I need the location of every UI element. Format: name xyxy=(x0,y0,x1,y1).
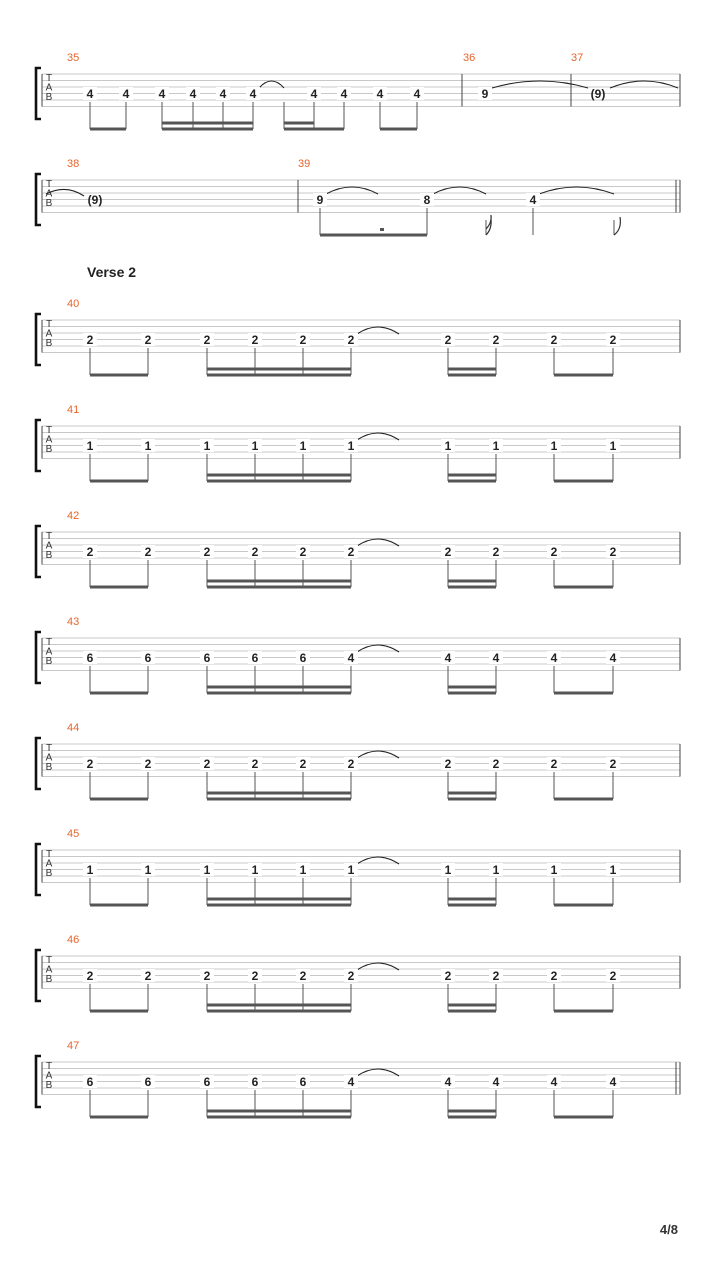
note-beam xyxy=(448,480,496,483)
measure-number: 38 xyxy=(67,158,80,170)
fret-number: 2 xyxy=(86,333,94,347)
fret-number: 6 xyxy=(251,651,259,665)
fret-number: 2 xyxy=(299,545,307,559)
fret-number: 1 xyxy=(609,439,617,453)
note-beam xyxy=(207,798,351,801)
fret-number: 2 xyxy=(144,333,152,347)
system-bracket xyxy=(36,1056,41,1107)
fret-number: 1 xyxy=(251,439,259,453)
fret-number: 2 xyxy=(144,545,152,559)
fret-number: 4 xyxy=(413,87,421,101)
tab-clef-letter: A xyxy=(45,858,53,870)
note-beam xyxy=(207,1010,351,1013)
measure-number: 36 xyxy=(463,52,476,64)
note-beam xyxy=(90,128,126,131)
fret-number: 2 xyxy=(347,757,355,771)
system-bracket xyxy=(36,738,41,789)
fret-number: 2 xyxy=(299,757,307,771)
note-beam xyxy=(90,1116,148,1119)
fret-number: 2 xyxy=(203,545,211,559)
note-beam xyxy=(448,792,496,795)
note-beam xyxy=(207,580,351,583)
fret-number: 9 xyxy=(316,193,324,207)
tab-clef-letter: A xyxy=(45,188,53,200)
note-beam xyxy=(90,692,148,695)
fret-number: 4 xyxy=(550,1075,558,1089)
fret-number: 4 xyxy=(189,87,197,101)
fret-number: 4 xyxy=(310,87,318,101)
note-beam xyxy=(207,374,351,377)
tab-clef-letter: B xyxy=(45,762,53,773)
note-beam xyxy=(380,128,417,131)
note-beam xyxy=(207,692,351,695)
fret-number: 2 xyxy=(609,757,617,771)
measure-number: 39 xyxy=(298,158,311,170)
note-beam xyxy=(90,480,148,483)
fret-number: 4 xyxy=(347,651,355,665)
note-beam xyxy=(448,374,496,377)
fret-number: 4 xyxy=(492,1075,500,1089)
fret-number: 1 xyxy=(203,863,211,877)
fret-number: 6 xyxy=(86,1075,94,1089)
fret-number: 9 xyxy=(481,87,489,101)
fret-number: 4 xyxy=(86,87,94,101)
tab-clef-letter: B xyxy=(45,198,53,209)
tab-system xyxy=(36,404,680,483)
fret-number: 1 xyxy=(550,439,558,453)
fret-number: 6 xyxy=(299,651,307,665)
fret-number: 1 xyxy=(492,863,500,877)
note-beam xyxy=(380,228,384,231)
fret-number: 2 xyxy=(609,969,617,983)
fret-number: 2 xyxy=(203,969,211,983)
tab-clef-letter: A xyxy=(45,434,53,446)
fret-number: 4 xyxy=(444,651,452,665)
tab-clef-letter: B xyxy=(45,1080,53,1091)
fret-number: 2 xyxy=(299,969,307,983)
tab-clef-letter: B xyxy=(45,444,53,455)
fret-number: 1 xyxy=(444,863,452,877)
tab-clef-letter: A xyxy=(45,1070,53,1082)
fret-number: 6 xyxy=(144,651,152,665)
measure-number: 42 xyxy=(67,510,80,522)
fret-number: 2 xyxy=(609,545,617,559)
fret-number: 1 xyxy=(492,439,500,453)
tab-system xyxy=(36,1040,680,1119)
fret-number: 4 xyxy=(529,193,537,207)
note-beam xyxy=(162,122,253,125)
note-beam xyxy=(554,480,613,483)
fret-number: 2 xyxy=(347,545,355,559)
note-beam xyxy=(207,898,351,901)
fret-number: 2 xyxy=(609,333,617,347)
fret-number: 1 xyxy=(86,439,94,453)
fret-number: 4 xyxy=(158,87,166,101)
tab-clef-letter: T xyxy=(45,1061,53,1072)
fret-number: 2 xyxy=(299,333,307,347)
tab-system xyxy=(36,934,680,1013)
fret-number: 1 xyxy=(144,863,152,877)
note-beam xyxy=(207,586,351,589)
tab-clef-letter: A xyxy=(45,752,53,764)
tab-clef-letter: B xyxy=(45,656,53,667)
note-beam xyxy=(448,1004,496,1007)
tab-clef-letter: T xyxy=(45,531,53,542)
section-label: Verse 2 xyxy=(87,264,137,280)
fret-number: 1 xyxy=(144,439,152,453)
page-number: 4/8 xyxy=(659,1222,678,1237)
fret-number: 2 xyxy=(492,757,500,771)
tab-clef-letter: T xyxy=(45,425,53,436)
note-flag xyxy=(614,217,620,235)
system-bracket xyxy=(36,174,41,225)
note-beam xyxy=(448,474,496,477)
fret-number: (9) xyxy=(590,87,606,101)
tab-clef-letter: T xyxy=(45,73,53,84)
note-beam xyxy=(207,904,351,907)
tab-system xyxy=(36,722,680,801)
note-beam xyxy=(554,1116,613,1119)
note-beam xyxy=(448,898,496,901)
fret-number: 1 xyxy=(299,439,307,453)
note-beam xyxy=(207,792,351,795)
tab-clef-letter: A xyxy=(45,964,53,976)
fret-number: 6 xyxy=(203,651,211,665)
note-beam xyxy=(554,586,613,589)
note-beam xyxy=(90,798,148,801)
system-bracket xyxy=(36,950,41,1001)
note-beam xyxy=(554,692,613,695)
system-bracket xyxy=(36,314,41,365)
fret-number: 1 xyxy=(251,863,259,877)
fret-number: 2 xyxy=(251,969,259,983)
measure-number: 44 xyxy=(67,722,80,734)
fret-number: 6 xyxy=(86,651,94,665)
fret-number: 1 xyxy=(86,863,94,877)
tab-clef-letter: T xyxy=(45,179,53,190)
system-bracket xyxy=(36,68,41,119)
note-beam xyxy=(448,1110,496,1113)
note-beam xyxy=(448,1010,496,1013)
note-beam xyxy=(448,1116,496,1119)
tab-clef-letter: T xyxy=(45,955,53,966)
measure-number: 43 xyxy=(67,616,80,628)
fret-number: 1 xyxy=(347,863,355,877)
tab-clef-letter: T xyxy=(45,849,53,860)
note-beam xyxy=(448,586,496,589)
tab-clef-letter: B xyxy=(45,974,53,985)
fret-number: 2 xyxy=(86,757,94,771)
note-beam xyxy=(284,122,314,125)
fret-number: 4 xyxy=(550,651,558,665)
system-bracket xyxy=(36,844,41,895)
measure-number: 41 xyxy=(67,404,80,416)
fret-number: 2 xyxy=(86,969,94,983)
note-beam xyxy=(207,474,351,477)
fret-number: 2 xyxy=(550,757,558,771)
tab-clef-letter: B xyxy=(45,92,53,103)
fret-number: 6 xyxy=(144,1075,152,1089)
note-beam xyxy=(448,686,496,689)
note-beam xyxy=(90,904,148,907)
note-beam xyxy=(207,1004,351,1007)
fret-number: 4 xyxy=(376,87,384,101)
tab-system xyxy=(36,616,680,695)
fret-number: 1 xyxy=(299,863,307,877)
fret-number: 2 xyxy=(492,333,500,347)
fret-number: 2 xyxy=(251,333,259,347)
fret-number: 2 xyxy=(444,545,452,559)
note-beam xyxy=(90,586,148,589)
measure-number: 40 xyxy=(67,298,80,310)
fret-number: 4 xyxy=(444,1075,452,1089)
tab-clef-letter: B xyxy=(45,338,53,349)
note-beam xyxy=(448,368,496,371)
measure-number: 35 xyxy=(67,52,80,64)
fret-number: 2 xyxy=(86,545,94,559)
fret-number: 4 xyxy=(219,87,227,101)
note-beam xyxy=(448,692,496,695)
note-beam xyxy=(207,1110,351,1113)
fret-number: 1 xyxy=(347,439,355,453)
tab-clef-letter: A xyxy=(45,328,53,340)
note-beam xyxy=(207,1116,351,1119)
fret-number: 2 xyxy=(251,545,259,559)
tab-clef-letter: T xyxy=(45,319,53,330)
fret-number: 2 xyxy=(347,333,355,347)
fret-number: 2 xyxy=(492,969,500,983)
note-beam xyxy=(448,904,496,907)
fret-number: 2 xyxy=(550,969,558,983)
fret-number: 2 xyxy=(492,545,500,559)
tab-system xyxy=(36,158,680,237)
tab-clef-letter: A xyxy=(45,540,53,552)
tab-system xyxy=(36,52,680,131)
note-beam xyxy=(284,128,344,131)
fret-number: 2 xyxy=(550,545,558,559)
fret-number: 4 xyxy=(492,651,500,665)
fret-number: 6 xyxy=(251,1075,259,1089)
measure-number: 46 xyxy=(67,934,80,946)
fret-number: 4 xyxy=(609,1075,617,1089)
fret-number: 1 xyxy=(609,863,617,877)
measure-number: 47 xyxy=(67,1040,80,1052)
note-beam xyxy=(448,580,496,583)
fret-number: 4 xyxy=(122,87,130,101)
note-beam xyxy=(207,480,351,483)
fret-number: 2 xyxy=(347,969,355,983)
tab-system xyxy=(36,298,680,377)
tab-clef-letter: T xyxy=(45,637,53,648)
note-beam xyxy=(207,686,351,689)
fret-number: 2 xyxy=(251,757,259,771)
tab-system xyxy=(36,828,680,907)
fret-number: 6 xyxy=(203,1075,211,1089)
note-beam xyxy=(554,798,613,801)
fret-number: 2 xyxy=(444,969,452,983)
note-beam xyxy=(554,1010,613,1013)
fret-number: 2 xyxy=(444,757,452,771)
fret-number: 4 xyxy=(347,1075,355,1089)
tab-clef-letter: T xyxy=(45,743,53,754)
fret-number: 8 xyxy=(423,193,431,207)
system-bracket xyxy=(36,420,41,471)
measure-number: 45 xyxy=(67,828,80,840)
note-beam xyxy=(554,374,613,377)
fret-number: 2 xyxy=(444,333,452,347)
fret-number: 2 xyxy=(203,757,211,771)
note-beam xyxy=(554,904,613,907)
note-beam xyxy=(162,128,253,131)
note-beam xyxy=(90,1010,148,1013)
fret-number: 1 xyxy=(444,439,452,453)
note-beam xyxy=(448,798,496,801)
fret-number: 2 xyxy=(203,333,211,347)
fret-number: 6 xyxy=(299,1075,307,1089)
fret-number: 2 xyxy=(550,333,558,347)
system-bracket xyxy=(36,526,41,577)
measure-number: 37 xyxy=(571,52,584,64)
system-bracket xyxy=(36,632,41,683)
fret-number: 1 xyxy=(550,863,558,877)
fret-number: 1 xyxy=(203,439,211,453)
fret-number: (9) xyxy=(87,193,103,207)
note-beam xyxy=(207,368,351,371)
fret-number: 2 xyxy=(144,757,152,771)
fret-number: 4 xyxy=(249,87,257,101)
note-beam xyxy=(320,234,427,237)
tab-clef-letter: A xyxy=(45,646,53,658)
tab-clef-letter: A xyxy=(45,82,53,94)
tab-system xyxy=(36,510,680,589)
fret-number: 2 xyxy=(144,969,152,983)
tab-clef-letter: B xyxy=(45,550,53,561)
fret-number: 4 xyxy=(609,651,617,665)
fret-number: 4 xyxy=(340,87,348,101)
tab-clef-letter: B xyxy=(45,868,53,879)
note-beam xyxy=(90,374,148,377)
